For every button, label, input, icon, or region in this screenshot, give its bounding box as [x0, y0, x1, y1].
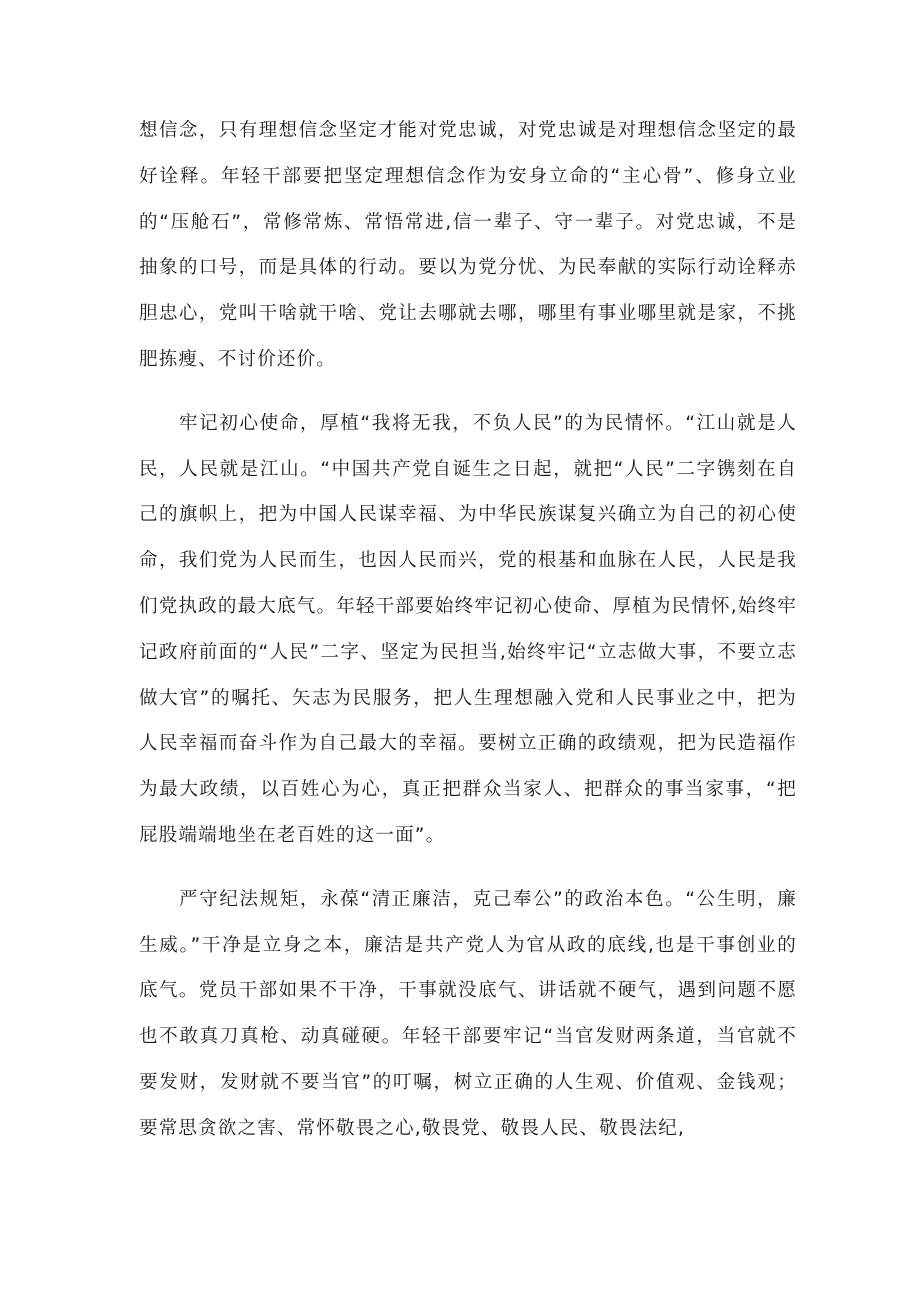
paragraph-original-mission: 牢记初心使命，厚植“我将无我，不负人民”的为民情怀。“江山就是人民，人民就是江山。“中国共产党自诞生之日起，就把“人民”二字镌刻在自己的旗帜上，把为中国人民谋幸福、为中华民族谋复兴确立为自己的初心使命，我们党为人民而生，也因人民而兴，党的根基和血脉在人民，人民是我们党执政的最大底气。年轻干部要始终牢记初心使命、厚植为民情怀,始终牢记政府前面的“人民”二字、坚定为民担当,始终牢记“立志做大事，不要立志做大官”的嘱托、矢志为民服务，把人生理想融入党和人民事业之中，把为人民幸福而奋斗作为自己最大的幸福。要树立正确的政绩观，把为民造福作为最大政绩，以百姓心为心，真正把群众当家人、把群众的事当家事，“把屁股端端地坐在老百姓的这一面”。 [139, 412, 797, 846]
paragraph-discipline-integrity: 严守纪法规矩，永葆“清正廉洁，克己奉公”的政治本色。“公生明，廉生威。”干净是立身之本，廉洁是共产党人为官从政的底线,也是干事创业的底气。党员干部如果不干净，干事就没底气、讲话就不硬气，遇到问题不愿也不敢真刀真枪、动真碰硬。年轻干部要牢记“当官发财两条道，当官就不要发财，发财就不要当官”的叮嘱，树立正确的人生观、价值观、金钱观；要常思贪欲之害、常怀敬畏之心,敬畏党、敬畏人民、敬畏法纪, [139, 888, 797, 1139]
document-body [139, 108, 797, 1152]
paragraph-ideals-loyalty: 想信念，只有理想信念坚定才能对党忠诚，对党忠诚是对理想信念坚定的最好诠释。年轻干部要把坚定理想信念作为安身立命的“主心骨”、修身立业的“压舱石”，常修常炼、常悟常进,信一辈子、守一辈子。对党忠诚，不是抽象的口号，而是具体的行动。要以为党分忧、为民奉献的实际行动诠释赤胆忠心，党叫干啥就干啥、党让去哪就去哪，哪里有事业哪里就是家，不挑肥拣瘦、不讨价还价。 [139, 120, 797, 370]
